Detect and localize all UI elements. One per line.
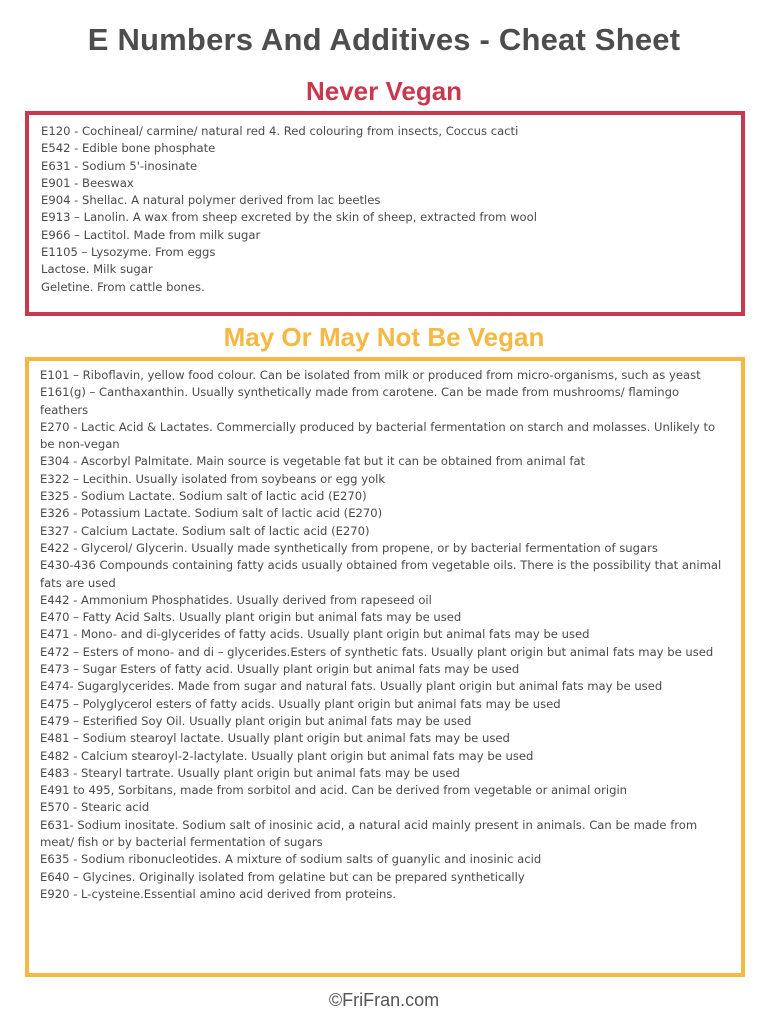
list-item: E442 - Ammonium Phosphatides. Usually derived from rapeseed oil xyxy=(40,592,432,607)
list-item: E101 – Riboflavin, yellow food colour. Can be isolated from milk or produced from micro-organisms, such as yeast xyxy=(40,368,701,382)
list-item: E327 - Calcium Lactate. Sodium salt of lactic acid (E270) xyxy=(40,523,370,538)
list-item: E920 - L-cysteine.Essential amino acid derived from proteins. xyxy=(40,886,397,901)
list-item: Lactose. Milk sugar xyxy=(41,262,153,277)
list-item: E326 - Potassium Lactate. Sodium salt of lactic acid (E270) xyxy=(40,506,383,521)
list-item: E474- Sugarglycerides. Made from sugar and natural fats. Usually plant origin but animal fats may be used xyxy=(40,679,663,694)
list-item: E640 – Glycines. Originally isolated from gelatine but can be prepared synthetically xyxy=(40,869,525,884)
list-item: E491 to 495, Sorbitans, made from sorbitol and acid. Can be derived from vegetable or animal origin xyxy=(40,783,628,798)
maybe-vegan-box xyxy=(25,357,745,977)
list-item: E966 – Lactitol. Made from milk sugar xyxy=(41,227,261,242)
list-item: E482 - Calcium stearoyl-2-lactylate. Usually plant origin but animal fats may be used xyxy=(40,748,534,763)
never-vegan-list xyxy=(41,123,729,296)
list-item: E430-436 Compounds containing fatty acids usually obtained from vegetable oils. There is the possibility that animal fats are used xyxy=(40,558,722,590)
list-item: E270 - Lactic Acid & Lactates. Commercially produced by bacterial fermentation on starch and molasses. Unlikely to be non-vegan xyxy=(40,419,716,452)
list-item: E325 - Sodium Lactate. Sodium salt of lactic acid (E270) xyxy=(40,489,367,504)
list-item: E470 – Fatty Acid Salts. Usually plant origin but animal fats may be used xyxy=(40,610,462,625)
list-item: E481 – Sodium stearoyl lactate. Usually plant origin but animal fats may be used xyxy=(40,731,510,746)
list-item: E570 - Stearic acid xyxy=(40,800,150,815)
list-item: E913 – Lanolin. A wax from sheep excreted by the skin of sheep, extracted from wool xyxy=(41,210,537,225)
list-item: E161(g) – Canthaxanthin. Usually synthetically made from carotene. Can be made from mushrooms/ flamingo feathers xyxy=(40,385,680,417)
copyright-footer: ©FriFran.com xyxy=(328,990,440,1010)
never-vegan-box xyxy=(25,111,745,316)
list-item: E475 – Polyglycerol esters of fatty acids. Usually plant origin but animal fats may be used xyxy=(40,696,561,711)
list-item: E304 - Ascorbyl Palmitate. Main source is vegetable fat but it can be obtained from animal fat xyxy=(40,454,586,469)
list-item: E542 - Edible bone phosphate xyxy=(41,141,216,156)
never-vegan-heading: Never Vegan xyxy=(305,76,463,106)
list-item: Geletine. From cattle bones. xyxy=(41,279,205,294)
list-item: E1105 – Lysozyme. From eggs xyxy=(41,245,216,260)
list-item: E483 - Stearyl tartrate. Usually plant origin but animal fats may be used xyxy=(40,765,460,780)
list-item: E631- Sodium inositate. Sodium salt of inosinic acid, a natural acid mainly present in animals. Can be made from meat/ fish or by bacterial fermentation of sugars xyxy=(40,817,698,850)
page-title: E Numbers And Additives - Cheat Sheet xyxy=(87,22,681,57)
list-item: E322 – Lecithin. Usually isolated from soybeans or egg yolk xyxy=(40,471,386,486)
maybe-vegan-heading: May Or May Not Be Vegan xyxy=(223,322,545,352)
list-item: E635 - Sodium ribonucleotides. A mixture of sodium salts of guanylic and inosinic acid xyxy=(40,852,542,867)
list-item: E472 – Esters of mono- and di – glycerides.Esters of synthetic fats. Usually plant origin but animal fats may be used xyxy=(40,644,714,659)
list-item: E120 - Cochineal/ carmine/ natural red 4. Red colouring from insects, Coccus cacti xyxy=(41,124,519,138)
list-item: E631 - Sodium 5'-inosinate xyxy=(41,158,198,173)
list-item: E422 - Glycerol/ Glycerin. Usually made synthetically from propene, or by bacterial fermentation of sugars xyxy=(40,540,658,555)
list-item: E479 – Esterified Soy Oil. Usually plant origin but animal fats may be used xyxy=(40,713,472,728)
maybe-vegan-list xyxy=(40,367,730,903)
list-item: E901 - Beeswax xyxy=(41,175,134,190)
list-item: E473 – Sugar Esters of fatty acid. Usually plant origin but animal fats may be used xyxy=(40,662,520,677)
list-item: E904 - Shellac. A natural polymer derived from lac beetles xyxy=(41,193,381,208)
list-item: E471 - Mono- and di-glycerides of fatty acids. Usually plant origin but animal fats may be used xyxy=(40,627,590,642)
